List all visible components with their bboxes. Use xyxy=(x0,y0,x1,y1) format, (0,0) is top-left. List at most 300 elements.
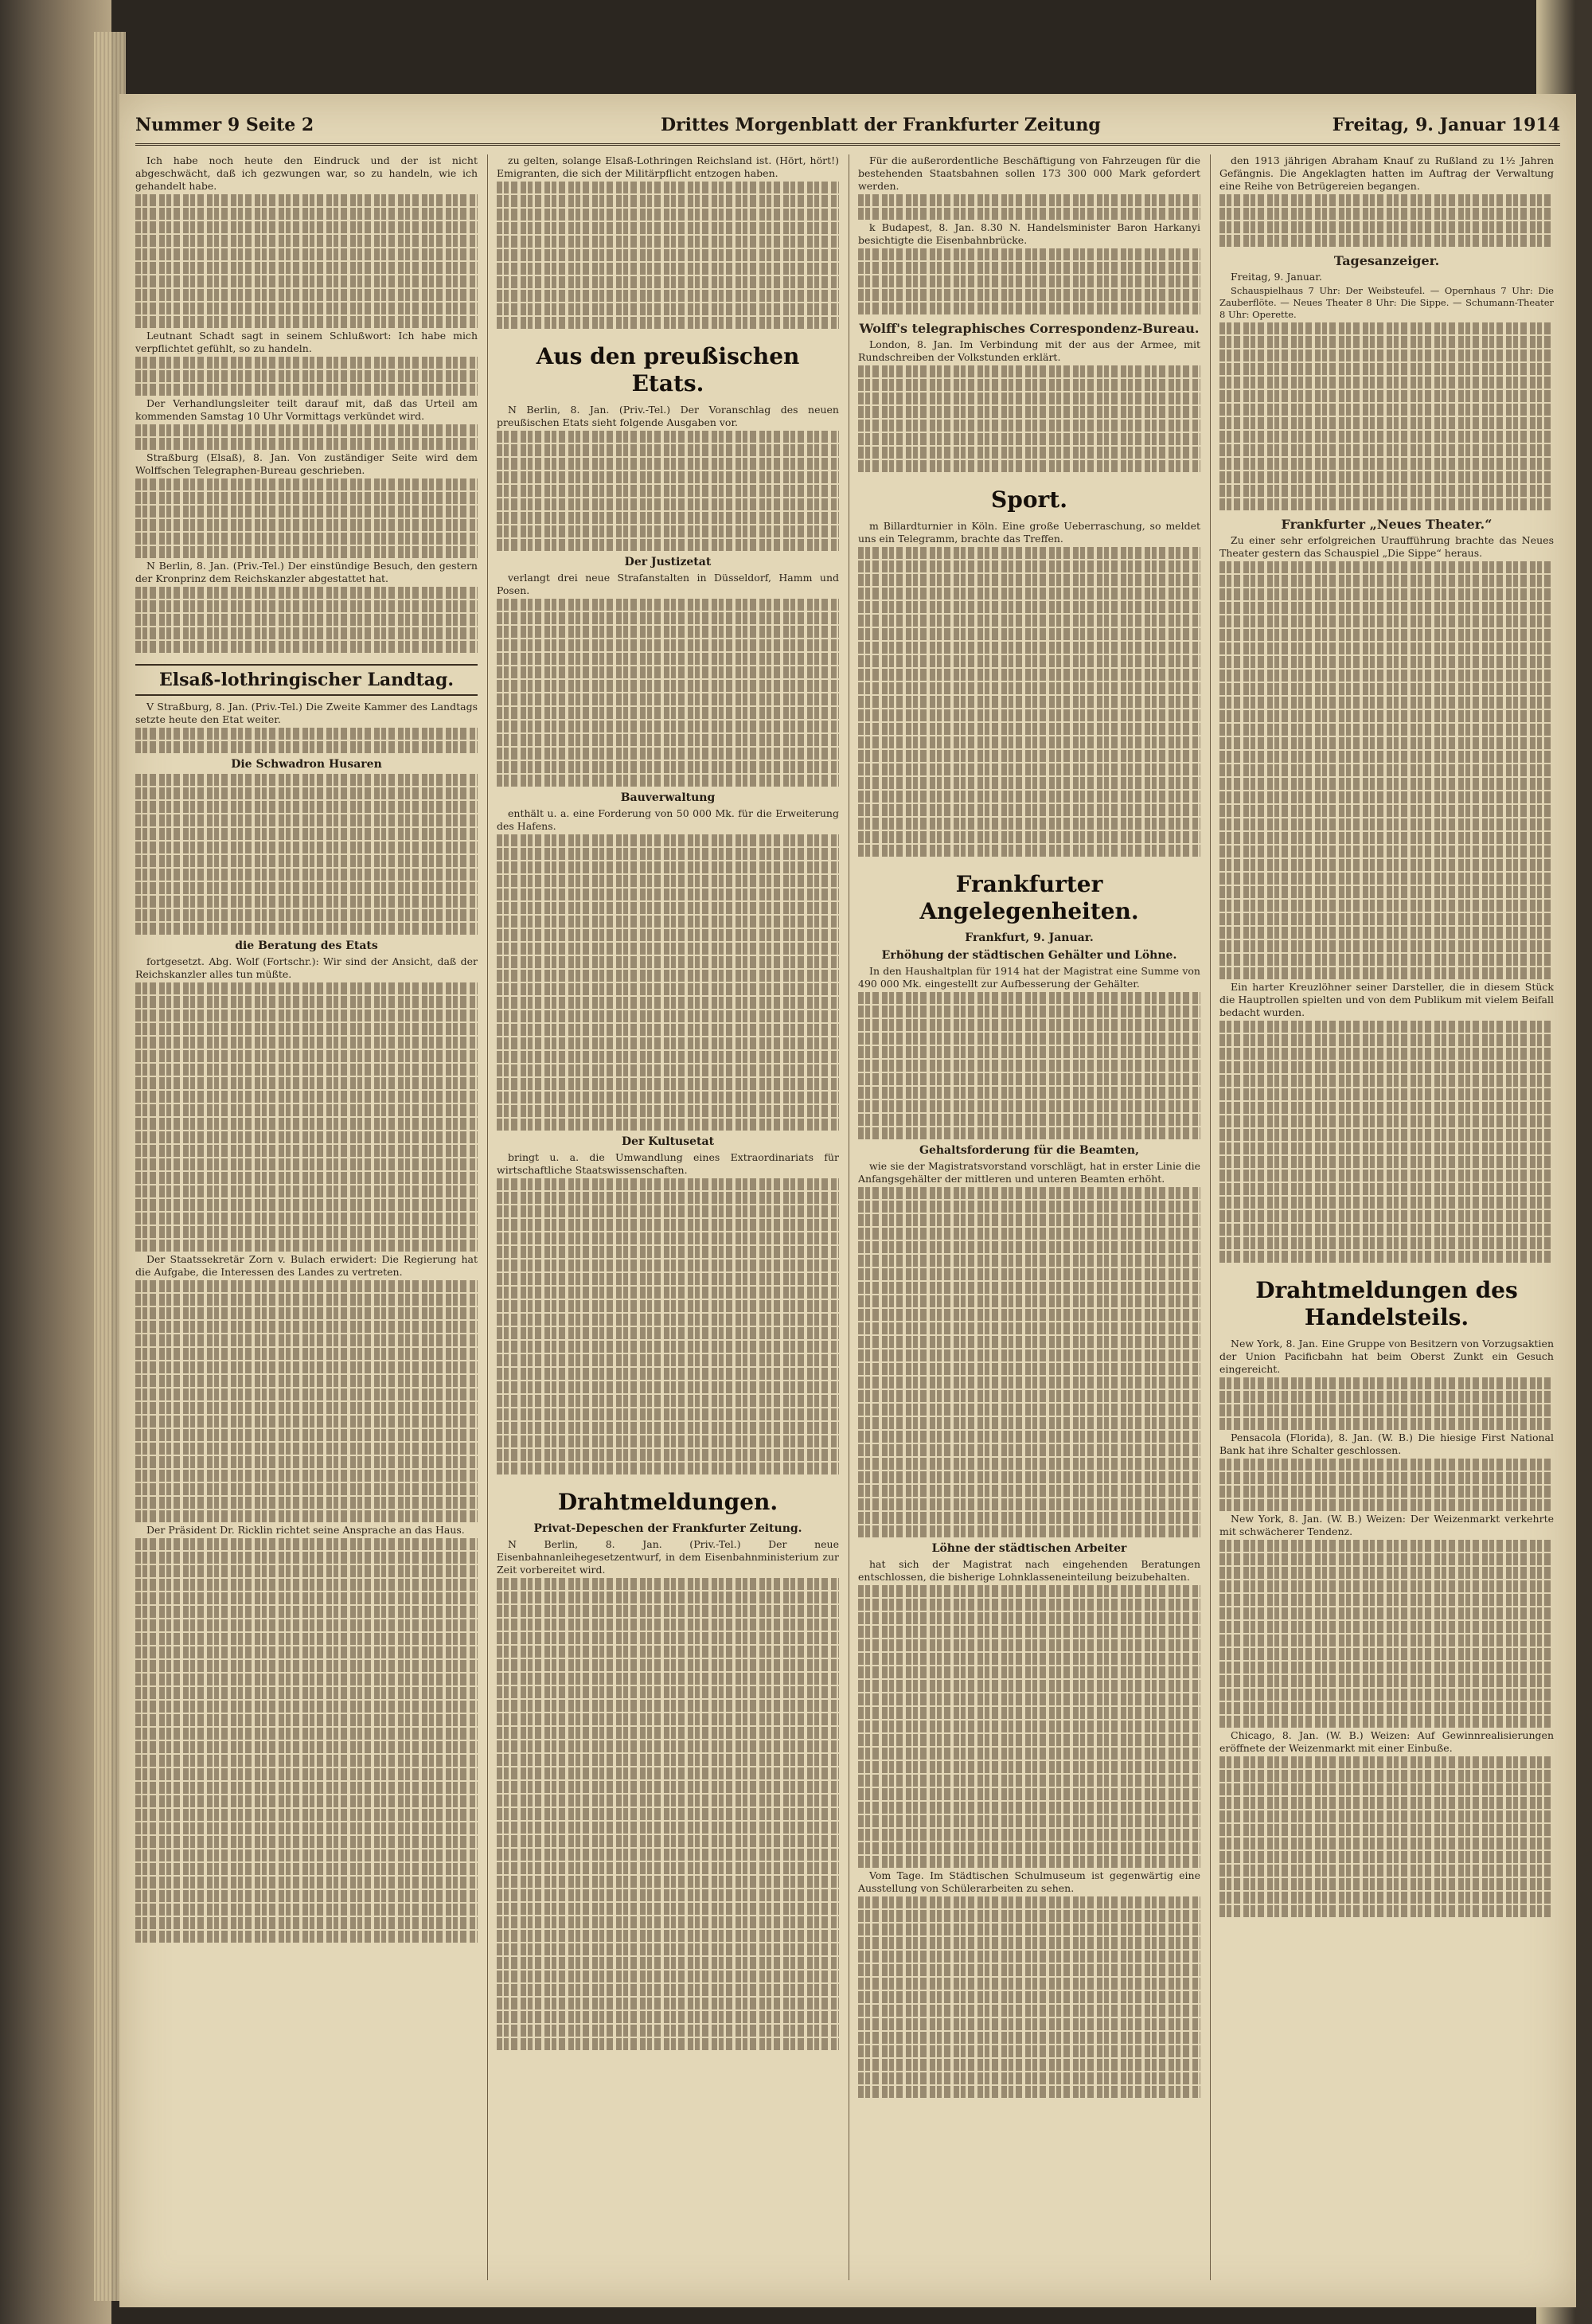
text-line xyxy=(1219,818,1554,830)
text-line xyxy=(497,666,839,678)
text-line xyxy=(1219,471,1554,483)
text-line xyxy=(1219,1251,1554,1263)
text-line xyxy=(497,1632,839,1644)
text-line xyxy=(135,1172,478,1184)
text-line xyxy=(135,1714,478,1726)
text-line xyxy=(1219,1088,1554,1100)
text-line xyxy=(135,235,478,247)
text-line xyxy=(1219,656,1554,668)
article-paragraph: verlangt drei neue Strafanstalten in Düsseldorf, Hamm und Posen. xyxy=(497,572,839,596)
text-line xyxy=(858,1937,1200,1949)
text-line xyxy=(497,1930,839,1942)
text-line xyxy=(858,2059,1200,2071)
text-line xyxy=(858,1721,1200,1732)
text-line xyxy=(135,1849,478,1861)
text-line xyxy=(1219,336,1554,348)
issue-number: Nummer 9 Seite 2 xyxy=(135,115,314,135)
text-line xyxy=(497,1767,839,1779)
section-heading: Sport. xyxy=(991,486,1067,513)
text-line xyxy=(497,1849,839,1861)
text-line xyxy=(135,1931,478,1943)
text-line xyxy=(858,1485,1200,1497)
text-line xyxy=(1219,322,1554,334)
text-line xyxy=(858,194,1200,206)
text-line xyxy=(1219,1675,1554,1687)
text-line xyxy=(135,384,478,396)
text-line xyxy=(497,1395,839,1407)
text-line xyxy=(135,492,478,504)
text-line xyxy=(858,1390,1200,1402)
text-line xyxy=(1219,390,1554,402)
text-line xyxy=(135,275,478,287)
text-line xyxy=(858,1612,1200,1624)
text-line xyxy=(1219,791,1554,803)
text-line xyxy=(1219,1418,1554,1430)
text-line xyxy=(497,444,839,456)
section-heading: Tagesanzeiger. xyxy=(1333,253,1440,268)
text-line xyxy=(858,1046,1200,1058)
text-line xyxy=(135,194,478,206)
text-line xyxy=(1219,1783,1554,1795)
text-line xyxy=(135,1158,478,1170)
text-line xyxy=(497,693,839,705)
text-line xyxy=(1219,485,1554,497)
text-line xyxy=(135,1565,478,1577)
text-line xyxy=(858,1924,1200,1935)
text-line xyxy=(1219,458,1554,470)
text-line xyxy=(497,1578,839,1590)
text-line xyxy=(135,1064,478,1076)
text-line xyxy=(858,379,1200,391)
text-line xyxy=(497,1064,839,1076)
text-line xyxy=(858,2005,1200,2017)
text-line xyxy=(858,1734,1200,1746)
text-line xyxy=(135,1389,478,1400)
text-line xyxy=(497,861,839,873)
text-line xyxy=(858,736,1200,748)
text-line xyxy=(858,262,1200,274)
text-line xyxy=(1219,221,1554,233)
text-line xyxy=(497,1449,839,1461)
text-line xyxy=(497,290,839,302)
text-line xyxy=(497,599,839,611)
text-line xyxy=(135,1226,478,1238)
text-line xyxy=(1219,363,1554,375)
text-line xyxy=(858,642,1200,654)
text-line xyxy=(1219,1540,1554,1552)
text-line xyxy=(135,787,478,799)
text-line xyxy=(497,1713,839,1725)
section-heading: Elsaß-lothringischer Landtag. xyxy=(135,664,478,696)
text-line xyxy=(858,1417,1200,1429)
text-line xyxy=(1219,1662,1554,1674)
text-line xyxy=(135,923,478,935)
text-line xyxy=(858,1680,1200,1692)
text-line xyxy=(135,1213,478,1224)
text-line xyxy=(1219,1635,1554,1646)
text-line xyxy=(135,728,478,740)
text-line xyxy=(135,1917,478,1929)
text-line xyxy=(858,1815,1200,1827)
text-line xyxy=(497,1646,839,1658)
text-line xyxy=(135,1443,478,1455)
text-line xyxy=(135,221,478,233)
text-line xyxy=(497,983,839,995)
subheading: die Beratung des Etats xyxy=(235,939,378,952)
text-line xyxy=(497,1354,839,1366)
column-2 xyxy=(497,154,839,2288)
text-line xyxy=(135,1023,478,1035)
text-line xyxy=(135,1863,478,1875)
text-line xyxy=(1219,710,1554,722)
text-line xyxy=(858,1856,1200,1868)
text-line xyxy=(858,804,1200,816)
text-line xyxy=(858,1404,1200,1416)
text-line xyxy=(858,1431,1200,1443)
text-line xyxy=(497,680,839,692)
text-line xyxy=(135,1660,478,1672)
text-line xyxy=(497,1341,839,1353)
text-line xyxy=(858,1693,1200,1705)
text-line xyxy=(497,1463,839,1474)
text-line xyxy=(497,1727,839,1739)
section-heading: Frankfurter Angelegenheiten. xyxy=(919,871,1139,924)
text-line xyxy=(858,1991,1200,2003)
text-line xyxy=(497,889,839,900)
text-line xyxy=(135,1307,478,1319)
text-line xyxy=(135,882,478,894)
text-line xyxy=(497,1119,839,1131)
column-rule xyxy=(487,154,488,2280)
article-paragraph: Zu einer sehr erfolgreichen Uraufführung brachte das Neues Theater gestern das Schauspiel „Die Sippe“ heraus. xyxy=(1219,534,1554,559)
text-line xyxy=(497,539,839,551)
text-line xyxy=(1219,1034,1554,1046)
text-line xyxy=(858,1653,1200,1665)
text-line xyxy=(1219,873,1554,885)
text-line xyxy=(1219,1905,1554,1917)
text-line xyxy=(497,263,839,275)
article-paragraph: Für die außerordentliche Beschäftigung von Fahrzeugen für die bestehenden Staatsbahnen sollen 173 300 000 Mark gefordert werden. xyxy=(858,154,1200,192)
text-line xyxy=(858,1309,1200,1321)
text-line xyxy=(497,1700,839,1712)
text-line xyxy=(1219,927,1554,939)
text-line xyxy=(858,1951,1200,1963)
text-line xyxy=(1219,1391,1554,1403)
text-line xyxy=(497,761,839,773)
text-line xyxy=(497,1889,839,1901)
text-line xyxy=(1219,1377,1554,1389)
text-line xyxy=(497,943,839,955)
text-line xyxy=(497,1592,839,1603)
text-line xyxy=(858,1599,1200,1611)
dateline: Frankfurt, 9. Januar. xyxy=(965,932,1094,944)
text-line xyxy=(135,1199,478,1211)
text-line xyxy=(135,1145,478,1157)
text-line xyxy=(497,902,839,914)
text-line xyxy=(1219,751,1554,763)
listing-date: Freitag, 9. Januar. xyxy=(1231,271,1322,283)
text-line xyxy=(497,1605,839,1617)
text-line xyxy=(1219,1486,1554,1498)
text-line xyxy=(858,1525,1200,1537)
text-line xyxy=(497,970,839,982)
text-line xyxy=(497,276,839,288)
text-line xyxy=(858,1458,1200,1470)
article-paragraph: Chicago, 8. Jan. (W. B.) Weizen: Auf Gewinnrealisierungen eröffnete der Weizenmarkt mit einer Einbuße. xyxy=(1219,1729,1554,1754)
text-line xyxy=(858,303,1200,314)
text-line xyxy=(497,1781,839,1793)
text-line xyxy=(858,1377,1200,1389)
text-line xyxy=(1219,602,1554,614)
text-line xyxy=(1219,1021,1554,1033)
text-line xyxy=(858,1060,1200,1072)
text-line xyxy=(135,1334,478,1346)
text-line xyxy=(1219,444,1554,456)
section-heading: Aus den preußischen Etats. xyxy=(536,343,800,396)
text-line xyxy=(497,775,839,787)
text-line xyxy=(135,289,478,301)
text-line xyxy=(858,2018,1200,2030)
text-line xyxy=(135,1483,478,1495)
text-line xyxy=(1219,1702,1554,1714)
text-line xyxy=(1219,1878,1554,1890)
text-line xyxy=(858,420,1200,432)
text-line xyxy=(1219,377,1554,389)
text-line xyxy=(858,831,1200,843)
event-listing: Schauspielhaus 7 Uhr: Der Weibsteufel. — Opernhaus 7 Uhr: Die Zauberflöte. — Neues Theater 8 Uhr: Die Sippe. — Schumann-Theater 8 Uhr: Operette. xyxy=(1219,285,1554,320)
text-line xyxy=(135,814,478,826)
article-paragraph: bringt u. a. die Umwandlung eines Extraordinariats für wirtschaftliche Staatswissenschaften. xyxy=(497,1151,839,1176)
text-line xyxy=(1219,235,1554,247)
text-line xyxy=(497,1219,839,1231)
text-line xyxy=(135,1510,478,1522)
text-line xyxy=(497,1051,839,1063)
text-line xyxy=(1219,1156,1554,1168)
column-1 xyxy=(135,154,478,2288)
text-line xyxy=(497,1619,839,1631)
text-line xyxy=(497,1287,839,1299)
text-line xyxy=(497,317,839,329)
text-line xyxy=(135,1497,478,1509)
page-header xyxy=(135,111,1560,146)
text-line xyxy=(497,1686,839,1698)
text-line xyxy=(135,1077,478,1089)
text-line xyxy=(1219,1797,1554,1809)
text-line xyxy=(497,195,839,207)
text-line xyxy=(1219,208,1554,220)
text-line xyxy=(497,1327,839,1339)
text-line xyxy=(1219,1129,1554,1141)
text-line xyxy=(135,1280,478,1292)
article-paragraph: V Straßburg, 8. Jan. (Priv.-Tel.) Die Zweite Kammer des Landtags setzte heute den Etat weiter. xyxy=(135,701,478,725)
text-line xyxy=(135,316,478,328)
text-line xyxy=(1219,1689,1554,1701)
article-paragraph: Straßburg (Elsaß), 8. Jan. Von zuständiger Seite wird dem Wolffschen Telegraphen-Bureau geschrieben. xyxy=(135,451,478,476)
text-line xyxy=(858,2045,1200,2057)
article-paragraph: den 1913 jährigen Abraham Knauf zu Rußland zu 1½ Jahren Gefängnis. Die Angeklagten hatten im Auftrag der Verwaltung eine Reihe von Betrügereien begangen. xyxy=(1219,154,1554,192)
text-line xyxy=(858,709,1200,721)
text-line xyxy=(135,828,478,840)
text-line xyxy=(497,1971,839,1982)
article-paragraph: m Billardturnier in Köln. Eine große Ueberraschung, so meldet uns ein Telegramm, brachte das Treffen. xyxy=(858,520,1200,545)
text-line xyxy=(858,1471,1200,1483)
text-line xyxy=(497,303,839,315)
text-line xyxy=(858,560,1200,572)
text-line xyxy=(1219,431,1554,443)
text-line xyxy=(1219,561,1554,573)
text-line xyxy=(1219,1607,1554,1619)
text-line xyxy=(135,478,478,490)
text-line xyxy=(1219,1183,1554,1195)
article-paragraph: New York, 8. Jan. (W. B.) Weizen: Der Weizenmarkt verkehrte mit schwächerer Tendenz. xyxy=(1219,1513,1554,1537)
column-rule xyxy=(1210,154,1211,2280)
text-line xyxy=(1219,1224,1554,1236)
text-line xyxy=(858,460,1200,472)
article-paragraph: Der Präsident Dr. Ricklin richtet seine Ansprache an das Haus. xyxy=(146,1524,465,1536)
text-line xyxy=(1219,778,1554,790)
text-line xyxy=(1219,1594,1554,1606)
text-line xyxy=(858,2032,1200,2044)
text-line xyxy=(1219,1756,1554,1768)
text-line xyxy=(497,1659,839,1671)
text-line xyxy=(1219,1115,1554,1127)
text-line xyxy=(858,628,1200,640)
text-line xyxy=(1219,1061,1554,1073)
article-paragraph: Ein harter Kreuzlöhner seiner Darsteller, die in diesem Stück die Hauptrollen spielten und von dem Publikum mit vielem Beifall bedacht wurden. xyxy=(1219,981,1554,1018)
text-line xyxy=(1219,683,1554,695)
text-line xyxy=(858,764,1200,775)
text-line xyxy=(497,916,839,928)
text-line xyxy=(1219,900,1554,912)
text-line xyxy=(497,1957,839,1969)
text-line xyxy=(1219,629,1554,641)
text-line xyxy=(135,1321,478,1333)
text-line xyxy=(497,1300,839,1312)
text-line xyxy=(497,249,839,261)
text-line xyxy=(858,547,1200,559)
text-line xyxy=(135,614,478,626)
text-line xyxy=(135,1118,478,1130)
text-line xyxy=(858,1748,1200,1760)
text-line xyxy=(135,982,478,994)
text-line xyxy=(858,1127,1200,1139)
text-line xyxy=(858,574,1200,586)
text-line xyxy=(497,929,839,941)
text-line xyxy=(135,1375,478,1387)
text-line xyxy=(858,289,1200,301)
text-line xyxy=(858,1006,1200,1017)
text-line xyxy=(858,1268,1200,1280)
text-line xyxy=(497,2038,839,2050)
text-line xyxy=(858,669,1200,681)
text-line xyxy=(135,1741,478,1753)
text-line xyxy=(135,424,478,436)
text-line xyxy=(135,1456,478,1468)
text-line xyxy=(135,208,478,220)
text-line xyxy=(497,1998,839,2010)
article-paragraph: New York, 8. Jan. Eine Gruppe von Besitzern von Vorzugsaktien der Union Pacificbahn hat beim Oberst Zunkt ein Gesuch eingereicht. xyxy=(1219,1338,1554,1375)
subheading: Erhöhung der städtischen Gehälter und Löhne. xyxy=(881,949,1177,962)
text-line xyxy=(1219,1499,1554,1511)
text-line xyxy=(497,1435,839,1447)
text-line xyxy=(1219,1865,1554,1877)
text-line xyxy=(497,1795,839,1806)
text-line xyxy=(1219,1567,1554,1579)
article-paragraph: N Berlin, 8. Jan. (Priv.-Tel.) Der neue Eisenbahnanleihegesetzentwurf, in dem Eisenbahnministerium zur Zeit vorbereitet wird. xyxy=(497,1538,839,1576)
text-line xyxy=(1219,194,1554,206)
text-line xyxy=(135,1240,478,1252)
text-line xyxy=(1219,588,1554,600)
text-line xyxy=(1219,859,1554,871)
text-line xyxy=(858,1322,1200,1334)
text-line xyxy=(135,1538,478,1550)
text-line xyxy=(1219,967,1554,979)
text-line xyxy=(497,748,839,760)
text-line xyxy=(858,275,1200,287)
text-line xyxy=(497,1037,839,1049)
text-line xyxy=(858,615,1200,627)
text-line xyxy=(858,1073,1200,1085)
text-line xyxy=(1219,1838,1554,1849)
text-line xyxy=(497,1260,839,1271)
text-line xyxy=(858,1114,1200,1126)
text-line xyxy=(858,588,1200,600)
text-line xyxy=(497,182,839,193)
article-paragraph: London, 8. Jan. Im Verbindung mit der aus der Armee, mit Rundschreiben der Volkstunden erklärt. xyxy=(858,338,1200,363)
text-line xyxy=(858,1214,1200,1226)
text-line xyxy=(135,1795,478,1807)
text-line xyxy=(135,855,478,867)
subheading: Privat-Depeschen der Frankfurter Zeitung. xyxy=(533,1522,802,1535)
text-line xyxy=(858,1964,1200,1976)
text-line xyxy=(497,1381,839,1393)
text-line xyxy=(135,1579,478,1591)
text-line xyxy=(1219,417,1554,429)
text-line xyxy=(1219,404,1554,416)
text-line xyxy=(497,1673,839,1685)
text-line xyxy=(135,1402,478,1414)
text-line xyxy=(135,546,478,558)
text-line xyxy=(1219,1553,1554,1565)
text-line xyxy=(858,1282,1200,1294)
text-line xyxy=(858,791,1200,803)
text-line xyxy=(497,236,839,248)
issue-date: Freitag, 9. Januar 1914 xyxy=(1332,115,1560,135)
text-line xyxy=(497,209,839,221)
text-line xyxy=(135,1470,478,1482)
text-line xyxy=(858,1842,1200,1854)
section-heading: Wolff's telegraphisches Correspondenz-Bureau. xyxy=(859,321,1200,336)
text-line xyxy=(858,992,1200,1004)
text-line xyxy=(135,1091,478,1103)
text-line xyxy=(1219,832,1554,844)
text-line xyxy=(858,1019,1200,1031)
text-line xyxy=(858,1896,1200,1908)
text-line xyxy=(1219,737,1554,749)
text-line xyxy=(135,741,478,753)
text-line xyxy=(858,406,1200,418)
text-line xyxy=(135,869,478,881)
text-line xyxy=(858,1788,1200,1800)
text-line xyxy=(858,1201,1200,1213)
text-line xyxy=(1219,805,1554,817)
text-line xyxy=(1219,575,1554,587)
text-line xyxy=(497,1808,839,1820)
article-paragraph: Der Verhandlungsleiter teilt darauf mit, daß das Urteil am kommenden Samstag 10 Uhr Vormittags verkündet wird. xyxy=(135,397,478,422)
text-line xyxy=(858,1910,1200,1922)
text-line xyxy=(135,519,478,531)
text-line xyxy=(1219,954,1554,966)
